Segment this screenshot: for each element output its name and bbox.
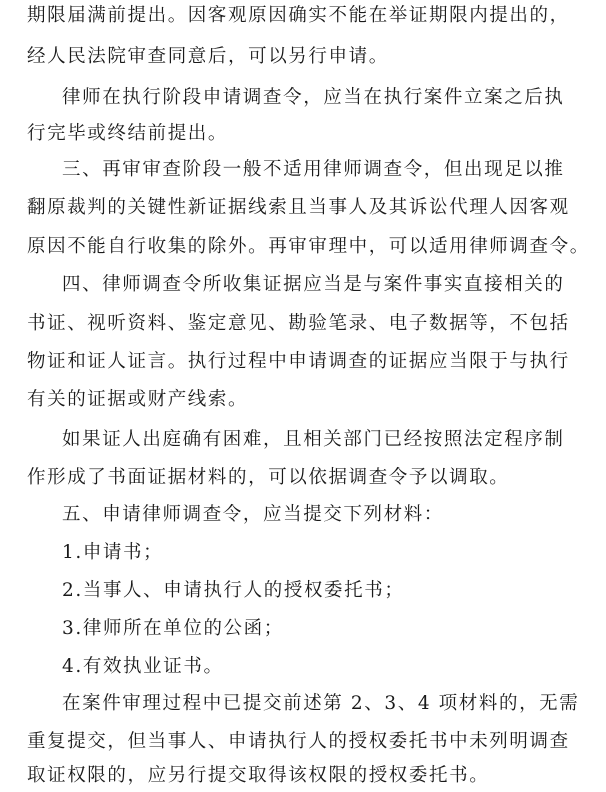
paragraph-2-line-2: 行完毕或终结前提出。: [27, 123, 229, 144]
list-item-1: 1.申请书；: [62, 542, 164, 563]
paragraph-4-line-2: 书证、视听资料、鉴定意见、勘验笔录、电子数据等，不包括: [27, 313, 570, 334]
paragraph-last-line-1: 在案件审理过程中已提交前述第 2、3、4 项材料的，无需: [62, 693, 580, 714]
paragraph-4-line-1: 四、律师调查令所收集证据应当是与案件事实直接相关的: [62, 274, 565, 295]
section-five-heading: 五、申请律师调查令，应当提交下列材料：: [62, 504, 444, 525]
paragraph-last-line-3: 取证权限的，应另行提交取得该权限的授权委托书。: [27, 765, 490, 786]
paragraph-3-line-1: 三、再审审查阶段一般不适用律师调查令，但出现足以推: [62, 159, 565, 180]
paragraph-3-line-3: 原因不能自行收集的除外。再审审理中，可以适用律师调查令。: [27, 236, 590, 257]
paragraph-1-line-2: 经人民法院审查同意后，可以另行申请。: [27, 46, 389, 67]
list-item-3: 3.律师所在单位的公函；: [62, 618, 284, 639]
list-item-2: 2.当事人、申请执行人的授权委托书；: [62, 580, 405, 601]
paragraph-3-line-2: 翻原裁判的关键性新证据线索且当事人及其诉讼代理人因客观: [27, 197, 570, 218]
paragraph-5-line-2: 作形成了书面证据材料的，可以依据调查令予以调取。: [27, 467, 510, 488]
paragraph-4-line-4: 有关的证据或财产线索。: [27, 389, 249, 410]
paragraph-1-line-1: 期限届满前提出。因客观原因确实不能在举证期限内提出的，: [27, 5, 570, 26]
paragraph-last-line-2: 重复提交，但当事人、申请执行人的授权委托书中未列明调查: [27, 731, 570, 752]
paragraph-4-line-3: 物证和证人证言。执行过程中申请调查的证据应当限于与执行: [27, 351, 570, 372]
paragraph-5-line-1: 如果证人出庭确有困难，且相关部门已经按照法定程序制: [62, 429, 565, 450]
list-item-4: 4.有效执业证书。: [62, 656, 224, 677]
paragraph-2-line-1: 律师在执行阶段申请调查令，应当在执行案件立案之后执: [62, 87, 565, 108]
